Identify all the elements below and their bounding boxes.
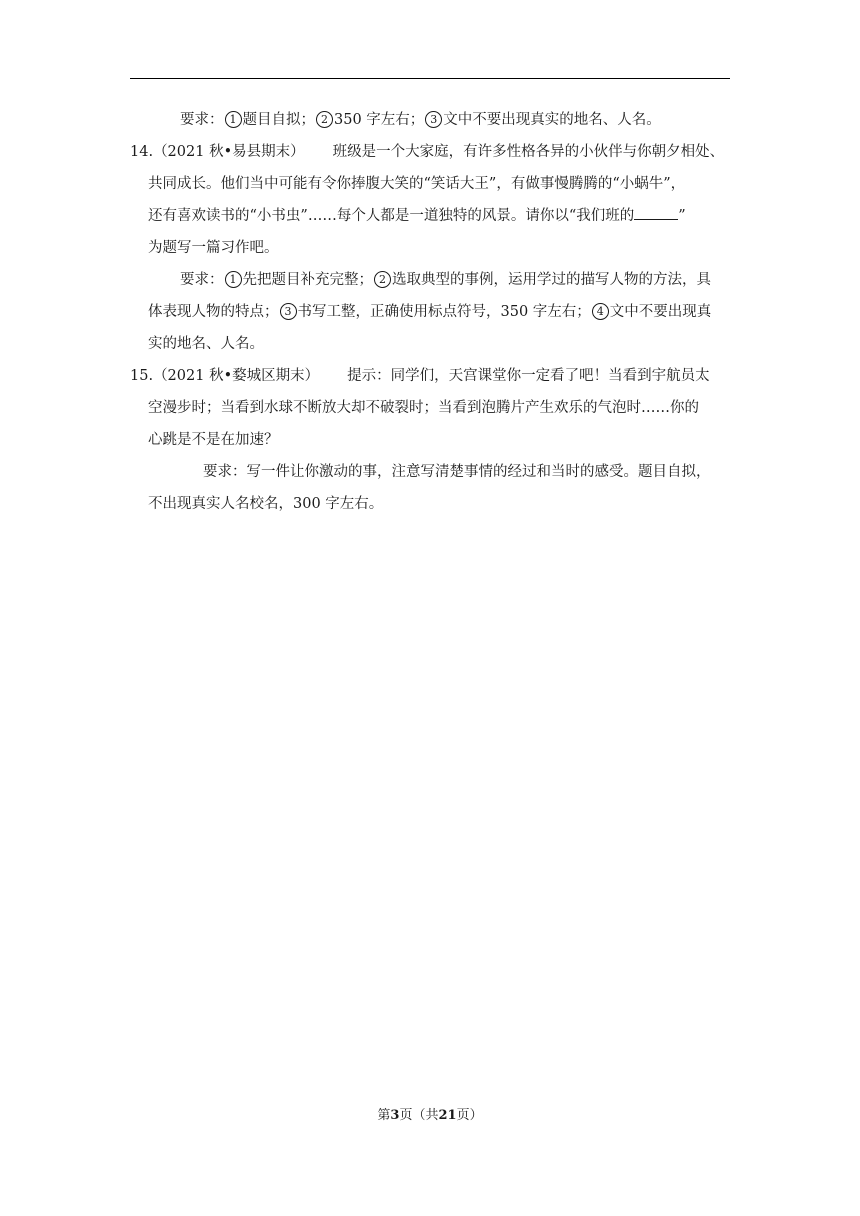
question-15-line-1: 15.（2021 秋•婺城区期末） 提示：同学们，天宫课堂你一定看了吧！当看到宇航员太 (130, 360, 730, 392)
question-source: （2021 秋•婺城区期末） (153, 368, 320, 384)
circled-number: 1 (225, 111, 242, 128)
circled-number: 3 (425, 111, 442, 128)
question-15-requirement-2: 不出现真实人名校名，300 字左右。 (148, 496, 384, 512)
question-number: 15. (130, 368, 154, 384)
question-14-line-1: 14.（2021 秋•易县期末） 班级是一个大家庭，有许多性格各异的小伙伴与你朝夕相处、 (130, 136, 730, 168)
question-source: （2021 秋•易县期末） (153, 144, 305, 160)
question-14-requirement-3: 实的地名、人名。 (148, 336, 264, 352)
question-14-line-2: 共同成长。他们当中可能有令你捧腹大笑的“笑话大王”，有做事慢腾腾的“小蜗牛”， (148, 176, 686, 192)
question-14-line-3: 还有喜欢读书的“小书虫”……每个人都是一道独特的风景。请你以“我们班的 ” (130, 200, 730, 232)
question-14-requirement-2: 体表现人物的特点； 3 书写工整，正确使用标点符号，350 字左右； 4 文中不要出现真 (148, 304, 712, 320)
prev-requirement: 要求： 1 题目自拟； 2 350 字左右； 3 文中不要出现真实的地名、人名。 (180, 112, 661, 128)
question-14-requirement-1: 要求： 1 先把题目补充完整； 2 选取典型的事例，运用学过的描写人物的方法，具 (180, 272, 711, 288)
page-total: 21 (438, 1108, 457, 1123)
question-15-line-2: 空漫步时；当看到水球不断放大却不破裂时；当看到泡腾片产生欢乐的气泡时……你的 (148, 400, 699, 416)
circled-number: 4 (592, 303, 609, 320)
page-number: 3 (390, 1108, 400, 1123)
circled-number: 2 (316, 111, 333, 128)
page-footer: 第3页（共21页） (377, 1108, 483, 1123)
circled-number: 3 (280, 303, 297, 320)
header-rule (130, 78, 730, 79)
question-14-line-4: 为题写一篇习作吧。 (148, 240, 279, 256)
circled-number: 1 (225, 271, 242, 288)
question-15-line-3: 心跳是不是在加速？ (148, 432, 279, 448)
question-number: 14. (130, 144, 154, 160)
circled-number: 2 (374, 271, 391, 288)
question-15-requirement-1: 要求：写一件让你激动的事，注意写清楚事情的经过和当时的感受。题目自拟， (203, 464, 711, 480)
document-body (130, 104, 730, 520)
fill-in-blank (634, 205, 678, 220)
